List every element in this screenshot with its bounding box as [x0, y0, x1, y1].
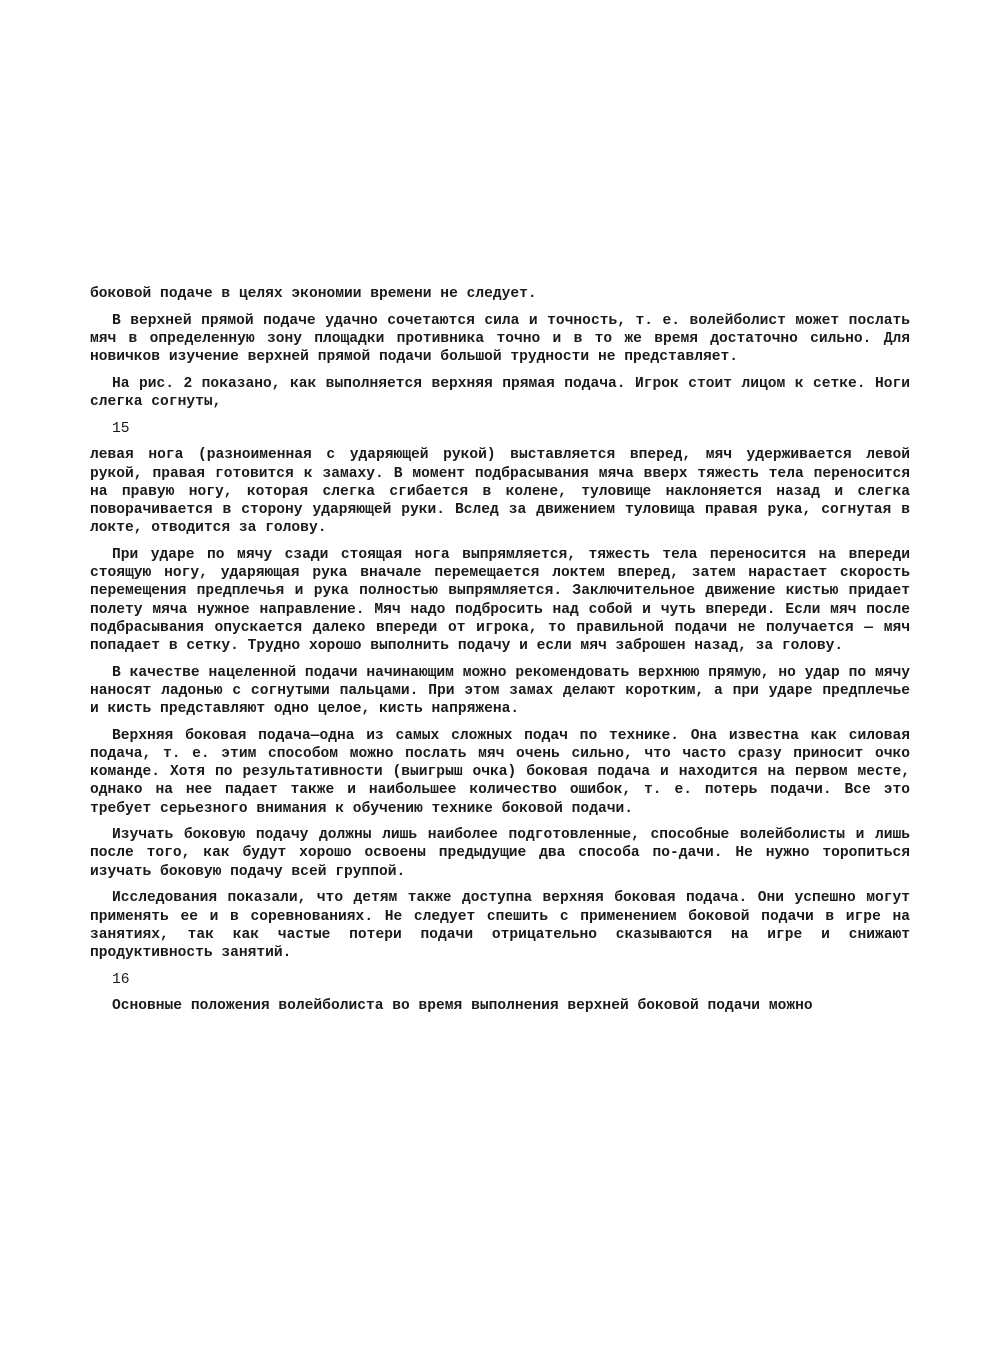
paragraph: В качестве нацеленной подачи начинающим можно рекомендовать верхнюю прямую, но удар по мячу наносят ладонью с согнутыми пальцами. При этом замах делают коротким, а при ударе предплечье и кисть представляют одно целое, кисть напряжена.: [90, 664, 910, 718]
page-number: 16: [112, 971, 130, 988]
paragraph: Основные положения волейболиста во время выполнения верхней боковой подачи можно: [112, 998, 813, 1015]
paragraph: Изучать боковую подачу должны лишь наиболее подготовленные, способные волейболисты и лишь после того, как будут хорошо освоены предыдущие два способа по-дачи. Не нужно торопиться изучать боковую подачу всей группой.: [90, 827, 910, 880]
paragraph: левая нога (разноименная с ударяющей рукой) выставляется вперед, мяч удерживается левой рукой, правая готовится к замаху. В момент подбрасывания мяча вверх тяжесть тела переносится на правую ногу, которая слегка сгибается в колене, туловище наклоняется назад и слегка поворачивается в сторону ударяющей руки. Вслед за движением туловища правая рука, согнутая в локте, отводится за голову.: [90, 447, 910, 537]
paragraph: Верхняя боковая подача—одна из самых сложных подач по технике. Она известна как силовая подача, т. е. этим способом можно послать мяч очень сильно, что часто сразу приносит очко команде. Хотя по результативности (выигрыш очка) боковая подача и находится на первом месте, однако на нее падает также и наибольшее количество ошибок, т. е. потерь подачи. Все это требует серьезного внимания к обучению технике боковой подачи.: [90, 727, 910, 817]
paragraph: При ударе по мячу сзади стоящая нога выпрямляется, тяжесть тела переносится на впереди стоящую ногу, ударяющая рука вначале перемещается локтем вперед, затем нарастает скорость перемещения предплечья и рука полностью выпрямляется. Заключительное движение кистью придает полету мяча нужное направление. Мяч надо подбросить над собой и чуть впереди. Если мяч после подбрасывания опускается далеко впереди от игрока, то правильной подачи не получается — мяч попадает в сетку. Трудно хорошо выполнить подачу и если мяч заброшен назад, за голову.: [90, 546, 910, 654]
paragraph: Исследования показали, что детям также доступна верхняя боковая подача. Они успешно могут применять ее и в соревнованиях. Не следует спешить с применением боковой подачи в игре на занятиях, так как частые потери подачи отрицательно сказываются на игре и снижают продуктивность занятий.: [90, 890, 910, 961]
page-number: 15: [112, 420, 130, 437]
paragraph: В верхней прямой подаче удачно сочетаются сила и точность, т. е. волейболист может послать мяч в определенную зону площадки противника точно и в то же время достаточно сильно. Для новичков изучение верхней прямой подачи большой трудности не представляет.: [90, 312, 910, 366]
paragraph: На рис. 2 показано, как выполняется верхняя прямая подача. Игрок стоит лицом к сетке. Ноги слегка согнуты,: [90, 375, 910, 411]
paragraph: боковой подаче в целях экономии времени не следует.: [90, 286, 537, 302]
document-body: [90, 285, 910, 1024]
